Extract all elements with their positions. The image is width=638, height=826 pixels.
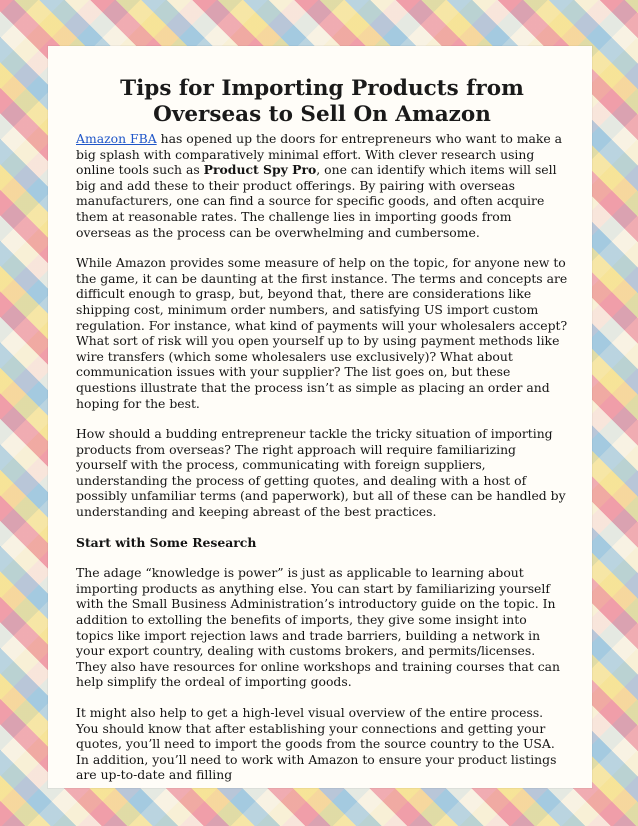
product-spy-pro-text: Product Spy Pro — [203, 162, 317, 178]
amazon-fba-link[interactable]: Amazon FBA — [76, 131, 157, 146]
section-heading: Start with Some Research — [76, 534, 257, 550]
page-title: Tips for Importing Products from Overseas to Sell On Amazon — [120, 76, 524, 127]
intro-text-1: has opened up the doors for entrepreneurs who want to make a big splash with comparatively minimal effort. With clever research using online tools such as — [76, 131, 563, 178]
paragraph-intro — [76, 131, 568, 240]
article — [76, 76, 568, 798]
paragraph-2: While Amazon provides some measure of help on the topic, for anyone new to the game, it can be daunting at the first instance. The terms and concepts are difficult enough to grasp, but, beyond that, there are considerations like shipping cost, minimum order numbers, and satisfying US import custom regulation. For instance, what kind of payments will your wholesalers accept? What sort of risk will you open yourself up to by using payment methods like wire transfers (which some wholesalers use exclusively)? What about communication issues with your supplier? The list goes on, but these questions illustrate that the process isn’t as simple as placing an order and hoping for the best. — [76, 255, 568, 411]
intro-text-2: , one can identify which items will sell big and add these to their product offerings. By pairing with overseas manufacturers, one can find a source for specific goods, and often acquire them at reasonable rates. The challenge lies in importing goods from overseas as the process can be overwhelming and cumbersome. — [76, 162, 557, 240]
paragraph-5: It might also help to get a high-level visual overview of the entire process. You should know that after establishing your connections and getting your quotes, you’ll need to import the goods from the source country to the USA. In addition, you’ll need to work with Amazon to ensure your product listings are up-to-date and filling — [76, 705, 557, 783]
paragraph-4: The adage “knowledge is power” is just as applicable to learning about importing products as anything else. You can start by familiarizing yourself with the Small Business Administration’s introductory guide on the topic. In addition to extolling the benefits of imports, they give some insight into topics like import rejection laws and trade barriers, building a network in your export country, dealing with customs brokers, and permits/licenses. They also have resources for online workshops and training courses that can help simplify the ordeal of importing goods. — [76, 565, 561, 690]
paragraph-3: How should a budding entrepreneur tackle the tricky situation of importing products from overseas? The right approach will require familiarizing yourself with the process, communicating with foreign suppliers, understanding the process of getting quotes, and dealing with a host of possibly unfamiliar terms (and paperwork), but all of these can be handled by understanding and keeping abreast of the best practices. — [76, 426, 566, 520]
